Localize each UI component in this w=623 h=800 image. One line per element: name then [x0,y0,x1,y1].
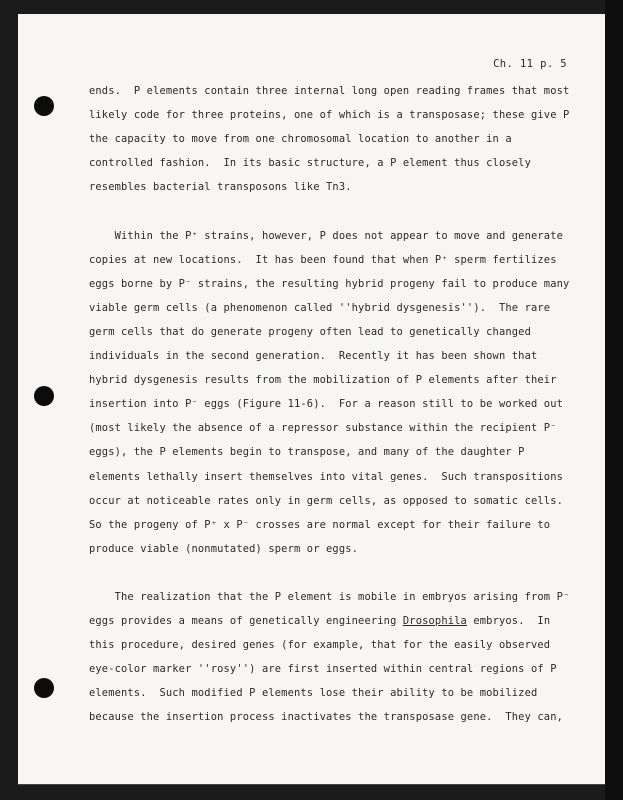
text-line: produce viable (nonmutated) sperm or eggs. [89,542,359,555]
text-line: The realization that the P element is mobile in embryos arising from P⁻ [89,590,570,603]
text-line: eggs borne by P⁻ strains, the resulting hybrid progeny fail to produce many [89,277,570,290]
text-line: germ cells that do generate progeny often lead to genetically changed [89,325,531,338]
binder-hole-bottom [34,678,54,698]
text-line: elements lethally insert themselves into vital genes. Such transpositions [89,470,564,483]
text-line: hybrid dysgenesis results from the mobilization of P elements after their [89,374,557,387]
text-line: elements. Such modified P elements lose their ability to be mobilized [89,687,538,700]
scan-border [605,0,623,800]
text-line: So the progeny of P⁺ x P⁻ crosses are normal except for their failure to [89,518,551,531]
text-line: controlled fashion. In its basic structure, a P element thus closely [89,157,531,170]
text-line: ends. P elements contain three internal long open reading frames that most [89,85,570,97]
text-line [89,609,551,633]
body-text [89,79,570,730]
text-line: individuals in the second generation. Recently it has been shown that [89,350,538,363]
text-line: resembles bacterial transposons like Tn3. [89,181,352,194]
text-segment: embryos. In [466,615,551,628]
paragraph-2 [89,224,570,561]
binder-hole-middle [34,386,54,406]
page-header: Ch. 11 p. 5 [493,58,567,70]
text-line: Within the P⁺ strains, however, P does not appear to move and generate [89,229,564,242]
text-line: occur at noticeable rates only in germ cells, as opposed to somatic cells. [89,494,564,507]
text-segment: eggs provides a means of genetically engineering [89,615,403,628]
text-line: this procedure, desired genes (for example, that for the easily observed [89,639,551,652]
text-line: (most likely the absence of a repressor substance within the recipient P⁻ [89,422,557,435]
paragraph-gap [89,561,539,585]
text-line: the capacity to move from one chromosomal location to another in a [89,133,512,146]
text-line: copies at new locations. It has been found that when P⁺ sperm fertilizes [89,253,557,266]
text-line: eggs), the P elements begin to transpose, and many of the daughter P [89,446,525,459]
paragraph-gap [89,199,539,223]
text-line: eye-color marker ''rosy'') are first inserted within central regions of P [89,663,557,676]
text-line: viable germ cells (a phenomenon called ''hybrid dysgenesis''). The rare [89,301,551,314]
text-line: likely code for three proteins, one of which is a transposase; these give P [89,109,570,122]
text-line: insertion into P⁻ eggs (Figure 11-6). For a reason still to be worked out [89,398,564,411]
binder-hole-top [34,96,54,116]
species-name-underlined: Drosophila [402,615,467,628]
paragraph-3 [89,585,570,730]
paragraph-1 [89,79,570,199]
text-line: because the insertion process inactivates the transposase gene. They can, [89,711,564,724]
